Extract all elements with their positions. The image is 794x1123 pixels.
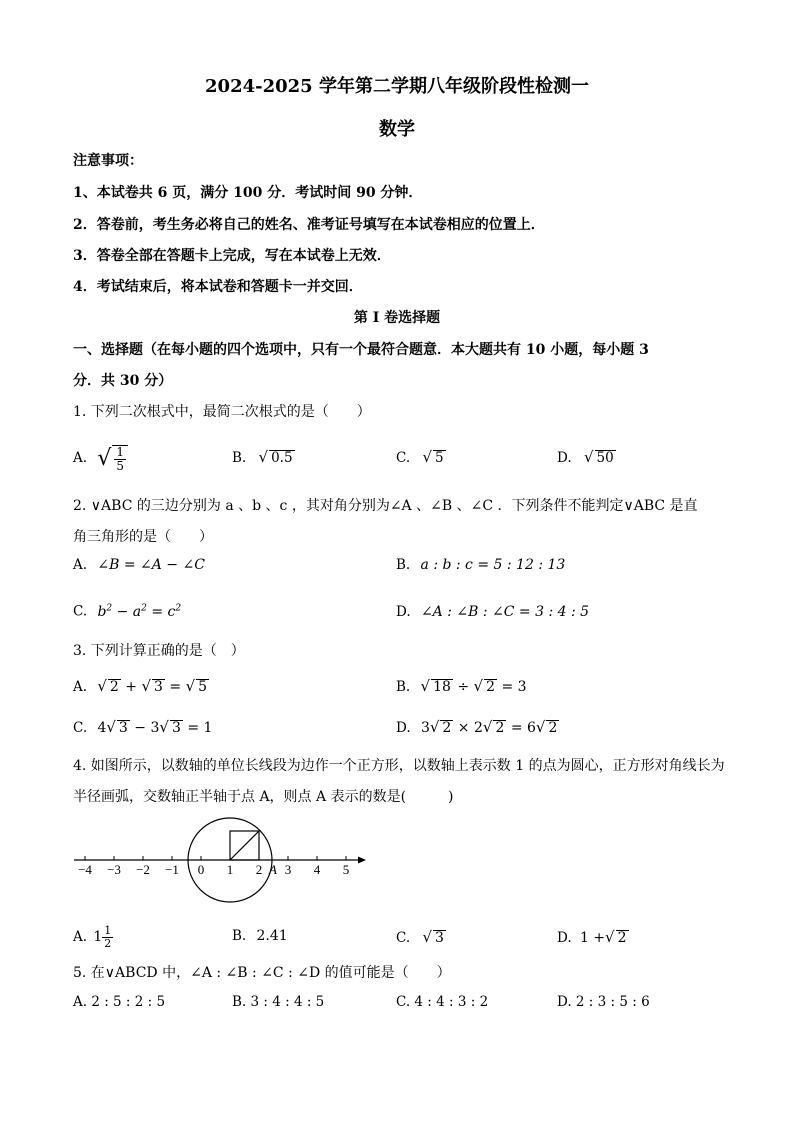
axis-tick-label: −3	[107, 862, 121, 877]
axis-tick-label: 5	[342, 862, 350, 877]
q4-c-radicand: 3	[435, 930, 444, 946]
operator: − 3	[134, 720, 160, 736]
radicand: 2	[109, 679, 119, 695]
option-label: B.	[396, 557, 411, 573]
option-label: D.	[557, 930, 572, 946]
q3-option-b: B. √ 18 ÷ √ 2 = 3	[396, 677, 527, 695]
q2-c-a: − a	[116, 603, 142, 620]
operator: ÷	[457, 679, 470, 695]
radicand: 2	[495, 720, 505, 736]
q2-option-b	[396, 557, 565, 573]
part-instructions-cont: 分．共 30 分）	[73, 373, 173, 389]
radicand: 18	[433, 679, 451, 695]
q1-option-c: C. √ 5	[396, 448, 444, 466]
radicand: 2	[442, 720, 452, 736]
q4-option-a	[73, 925, 113, 949]
option-label: D.	[396, 720, 411, 736]
q4-option-d: D. 1 +√ 2	[557, 928, 627, 946]
volume-title: 第 I 卷选择题	[353, 310, 441, 326]
question-5-stem: 5. 在∨ABCD 中，∠A : ∠B : ∠C : ∠D 的值可能是（ ）	[73, 965, 451, 981]
axis-tick-label: 0	[197, 862, 205, 877]
radicand: 3	[171, 720, 181, 736]
operator: =	[169, 679, 182, 695]
square-diagonal	[230, 831, 259, 860]
option-label: D.	[396, 604, 411, 620]
q4-a-denominator: 2	[104, 936, 112, 950]
axis-tick-label: 3	[284, 862, 292, 877]
question-4-stem-cont: 半径画弧，交数轴正半轴于点 A，则点 A 表示的数是( )	[73, 789, 454, 805]
q3-option-c: C. 4√ 3 − 3√ 3 = 1	[73, 718, 213, 736]
number-line-figure	[70, 815, 370, 907]
q2-option-d	[396, 604, 589, 620]
note-item: 3．答卷全部在答题卡上完成，写在本试卷上无效．	[73, 248, 391, 264]
question-1-stem: 1. 下列二次根式中，最简二次根式的是（ ）	[73, 404, 371, 420]
q2-option-a	[73, 557, 205, 573]
axis-tick-label: 4	[313, 862, 321, 877]
q4-d-radicand: 2	[617, 930, 627, 946]
operator: +	[125, 679, 138, 695]
radicand: 2	[486, 679, 496, 695]
q4-option-c: C. √ 3	[396, 928, 444, 946]
q1-option-d: D. √ 50	[557, 448, 614, 466]
exam-title: 2024-2025 学年第二学期八年级阶段性检测一	[205, 76, 589, 97]
option-label: A.	[73, 557, 88, 573]
question-2-stem: 2. ∨ABC 的三边分别为 a 、b 、c ，其对角分别为∠A 、∠B 、∠C ．下列条件不能判定∨ABC 是直	[73, 498, 698, 514]
q2-d-expression: ∠A : ∠B : ∠C = 3 : 4 : 5	[420, 604, 590, 620]
q4-option-b	[232, 928, 288, 944]
axis-tick-label: −4	[78, 862, 92, 877]
q2-a-expression: ∠B = ∠A − ∠C	[97, 557, 205, 573]
option-label: C.	[396, 930, 411, 946]
radicand: 3	[154, 679, 163, 695]
point-a-label: A	[269, 862, 277, 877]
option-label: D.	[557, 450, 572, 466]
q1-a-numerator: 1	[116, 445, 125, 459]
q1-b-radicand: 0.5	[271, 450, 293, 466]
axis-tick-label: −2	[136, 862, 150, 877]
option-label: C.	[73, 720, 88, 736]
coefficient: 3	[420, 720, 430, 736]
option-label: C.	[396, 450, 411, 466]
q4-d-prefix: 1 +	[579, 930, 606, 946]
axis-arrow	[358, 857, 366, 864]
option-label: A.	[73, 679, 88, 695]
option-label: B.	[232, 450, 247, 466]
radicand: 5	[198, 679, 208, 695]
q1-d-radicand: 50	[596, 450, 614, 466]
part-instructions: 一、选择题（在每小题的四个选项中，只有一个最符合题意．本大题共有 10 小题，每小题 3	[73, 342, 649, 358]
axis-tick-labels	[78, 862, 349, 877]
result: = 1	[187, 720, 213, 736]
note-item: 4．考试结束后，将本试卷和答题卡一并交回．	[73, 279, 363, 295]
q4-b-value: 2.41	[256, 928, 288, 944]
q4-a-whole: 1	[93, 929, 103, 946]
q1-c-radicand: 5	[435, 450, 444, 466]
radicand: 2	[548, 720, 558, 736]
note-item: 2．答卷前，考生务必将自己的姓名、准考证号填写在本试卷相应的位置上．	[73, 217, 545, 233]
option-label: B.	[232, 928, 247, 944]
q5-option-d: D. 2 : 3 : 5 : 6	[557, 994, 650, 1010]
q2-c-b: b	[97, 603, 107, 620]
q2-c-c: = c	[151, 603, 176, 620]
q3-option-d: D. 3√ 2 × 2√ 2 = 6√ 2	[396, 718, 558, 736]
q2-b-expression: a : b : c = 5 : 12 : 13	[420, 557, 566, 573]
option-label: A.	[73, 929, 88, 946]
q1-option-a: A. √ $\frac{1}{5}$	[73, 445, 128, 472]
result: = 3	[501, 679, 527, 695]
q1-option-b: B. √ 0.5	[232, 448, 293, 466]
q2-c-exp: 2	[106, 603, 113, 613]
radicand: 3	[118, 720, 128, 736]
option-label: C.	[73, 603, 88, 620]
option-label: A.	[73, 450, 88, 467]
question-3-stem: 3. 下列计算正确的是（ ）	[73, 643, 245, 659]
q1-a-denominator: 5	[116, 458, 125, 473]
axis-tick-label: −1	[165, 862, 179, 877]
q5-option-c: C. 4 : 4 : 3 : 2	[396, 994, 489, 1010]
q2-c-exp: 2	[141, 603, 147, 613]
axis-tick-label: 2	[255, 862, 263, 877]
q3-option-a: A. √ 2 + √ 3 = √ 5	[73, 677, 208, 695]
question-2-stem-cont: 角三角形的是（ ）	[73, 529, 213, 545]
subject-title: 数学	[379, 119, 415, 140]
operator: × 2	[457, 720, 483, 736]
q2-option-c	[73, 603, 181, 620]
question-4-stem: 4. 如图所示，以数轴的单位长线段为边作一个正方形，以数轴上表示数 1 的点为圆心，正方形对角线长为	[73, 758, 725, 774]
q5-option-a: A. 2 : 5 : 2 : 5	[73, 994, 166, 1010]
operator: = 6	[510, 720, 536, 736]
coefficient: 4	[97, 720, 107, 736]
note-item: 1、本试卷共 6 页，满分 100 分．考试时间 90 分钟．	[73, 185, 423, 201]
q5-option-b: B. 3 : 4 : 4 : 5	[232, 994, 325, 1010]
q4-a-numerator: 1	[104, 924, 112, 937]
option-label: B.	[396, 679, 411, 695]
notes-heading: 注意事项：	[73, 153, 143, 169]
q2-c-exp: 2	[175, 603, 182, 613]
axis-tick-label: 1	[226, 862, 234, 877]
